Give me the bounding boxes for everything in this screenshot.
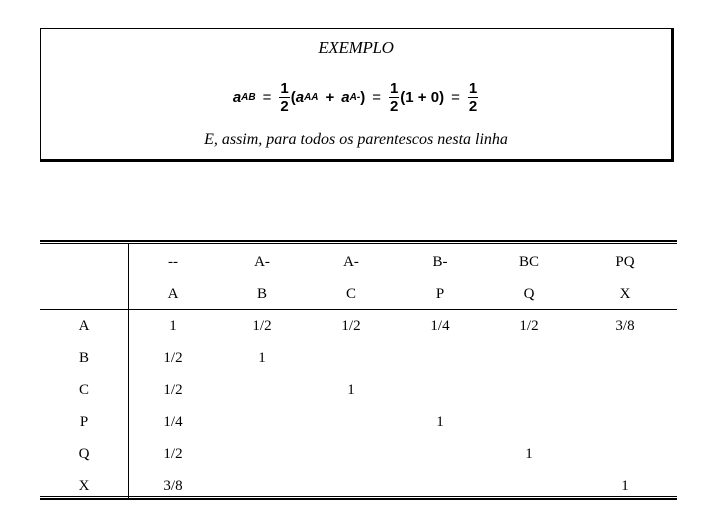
formula-lhs-var: a (232, 88, 242, 106)
formula-half-1 (279, 80, 289, 115)
formula-half-2 (389, 80, 399, 115)
table-cell: 1/2 (163, 382, 183, 398)
table-cell: 1 (525, 446, 533, 462)
table-cell: 1/4 (163, 414, 183, 430)
column-header-individual: B (256, 286, 267, 302)
table-cell: 1/4 (430, 318, 450, 334)
table-cell: 1/2 (341, 318, 361, 334)
table-cell: 1/2 (163, 446, 183, 462)
column-header-individual: P (435, 286, 445, 302)
table-cell: 1 (347, 382, 355, 398)
example-box (40, 28, 674, 162)
table-cell: 1 (436, 414, 444, 430)
formula-term1-var: a (295, 88, 305, 106)
column-header-parents: A- (254, 254, 270, 270)
column-header-individual: C (345, 286, 356, 302)
fraction-numerator: 1 (280, 79, 289, 97)
column-header-parents: BC (518, 254, 539, 270)
table-cell: 3/8 (163, 478, 183, 494)
fraction-denominator: 2 (389, 97, 399, 115)
table-header-rule (40, 309, 677, 310)
row-label: B (78, 350, 89, 366)
formula-open-paren: ( (290, 88, 296, 106)
formula-close-paren: ) (360, 88, 366, 106)
column-header-parents: -- (168, 254, 178, 270)
formula-result (468, 80, 478, 115)
row-label: Q (78, 446, 90, 462)
formula-term2-var: a (341, 88, 350, 106)
fraction-denominator: 2 (280, 97, 289, 115)
row-label: P (79, 414, 89, 430)
formula-lhs-sub: AB (241, 91, 256, 103)
table-top-rule (40, 240, 677, 244)
column-header-individual: Q (523, 286, 535, 302)
formula (41, 73, 671, 121)
column-header-parents: B- (432, 254, 448, 270)
formula-term1-sub: AA (304, 91, 319, 103)
table-cell: 1/2 (163, 350, 183, 366)
table-cell: 1 (621, 478, 629, 494)
row-label: C (78, 382, 89, 398)
column-header-individual: A (167, 286, 179, 302)
row-label: X (78, 478, 90, 494)
formula-values: (1 + 0) (400, 88, 445, 106)
formula-eq-1: = (262, 88, 272, 106)
fraction-numerator: 1 (468, 79, 478, 97)
column-header-parents: A- (343, 254, 359, 270)
table-cell: 1/2 (519, 318, 539, 334)
example-title: EXEMPLO (318, 38, 394, 57)
table-cell: 3/8 (615, 318, 635, 334)
formula-plus: + (325, 88, 335, 106)
table-bottom-rule (40, 496, 677, 500)
formula-eq-3: = (451, 88, 460, 106)
row-label: A (78, 318, 90, 334)
fraction-numerator: 1 (389, 79, 399, 97)
table-cell: 1 (169, 318, 177, 334)
formula-eq-2: = (372, 88, 381, 106)
column-header-parents: PQ (615, 254, 635, 270)
table-cell: 1/2 (252, 318, 272, 334)
column-header-individual: X (619, 286, 631, 302)
table-cell: 1 (258, 350, 266, 366)
formula-term2-sub: A- (349, 91, 361, 103)
fraction-denominator: 2 (468, 97, 478, 115)
example-note: E, assim, para todos os parentescos nesta linha (204, 131, 508, 148)
